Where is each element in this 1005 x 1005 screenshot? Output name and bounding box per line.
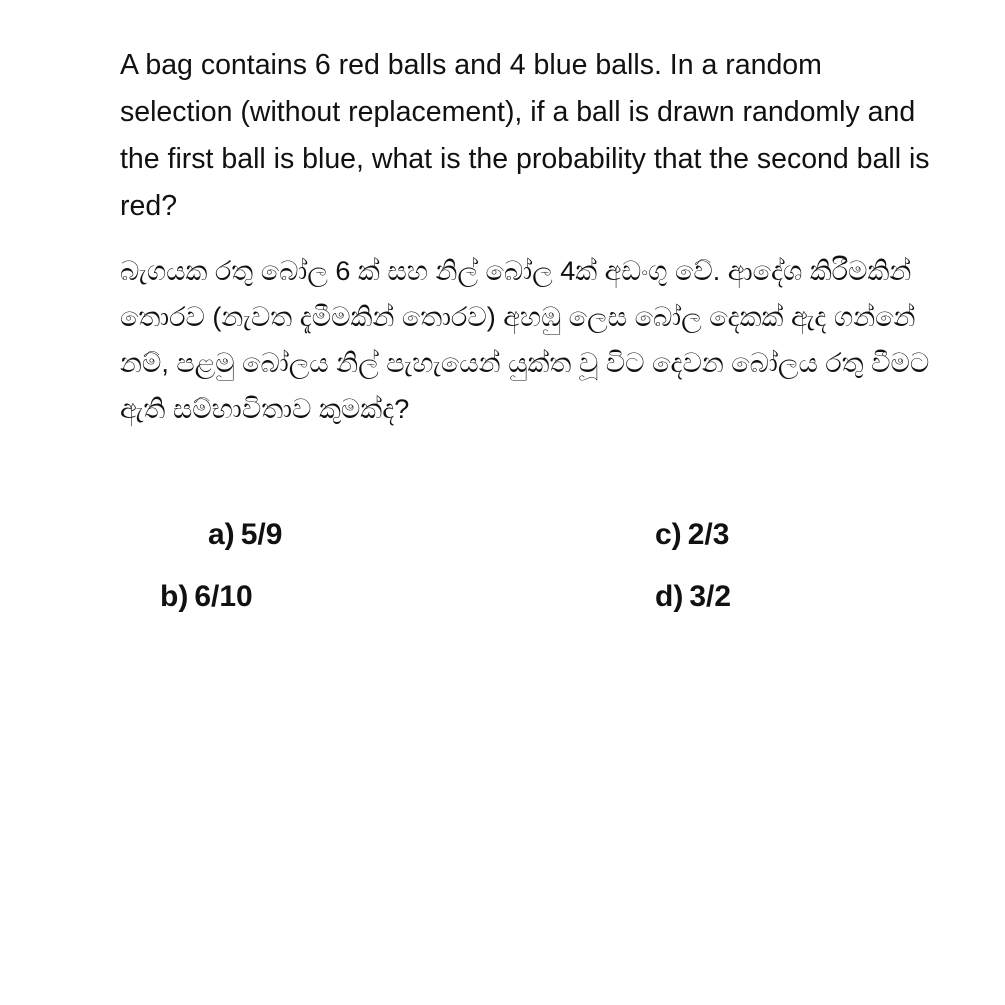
option-a-value: 5/9 (240, 518, 283, 551)
option-a-letter: a) (208, 518, 235, 551)
option-d-letter: d) (655, 580, 684, 613)
option-a[interactable] (208, 515, 282, 555)
option-d-value: 3/2 (689, 580, 732, 613)
option-c-letter: c) (655, 518, 682, 551)
question-text-english: A bag contains 6 red balls and 4 blue balls. In a random selection (without replacement), if a ball is drawn randomly and the first ball is blue, what is the probability that the second ball is red? (120, 49, 930, 222)
option-b-letter: b) (160, 580, 189, 613)
option-c-value: 2/3 (687, 518, 730, 551)
question-text-sinhala: බැගයක රතු බෝල 6 ක් සහ නිල් බෝල 4ක් අඩංගු වේ. ආදේශ කිරීමකින් තොරව (නැවත දැමීමකින් තොරව) අහඹු ලෙස බෝල දෙකක් ඇද ගන්නේ නම්, පළමු බෝලය නිල් පැහැයෙන් යුක්ත වූ විට දෙවන බෝලය රතු වීමට ඇති සම්භාවිතාව කුමක්ද? (120, 256, 930, 424)
option-b[interactable] (160, 577, 253, 617)
option-c[interactable] (655, 515, 729, 555)
option-d[interactable] (655, 577, 731, 617)
option-b-value: 6/10 (194, 580, 253, 613)
